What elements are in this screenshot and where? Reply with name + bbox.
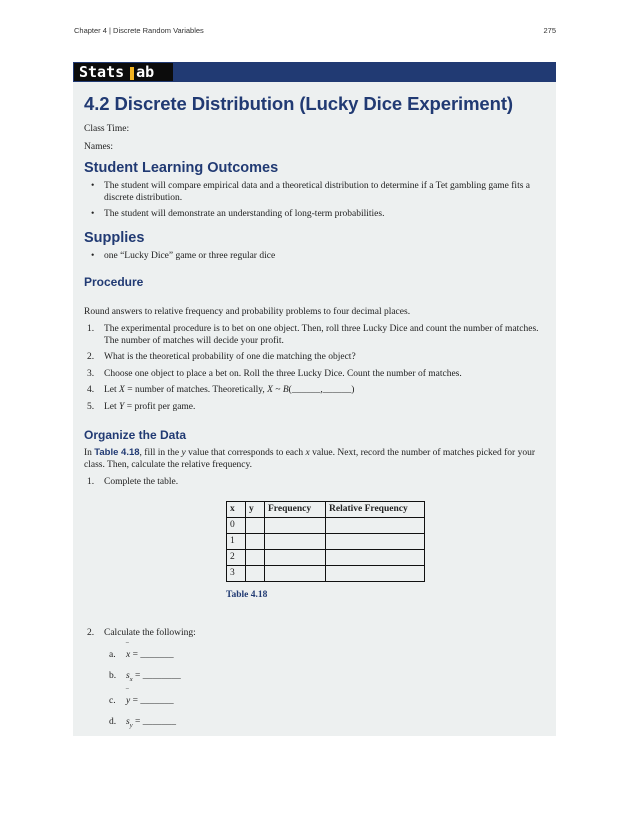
list-item: • The student will compare empirical data and a theoretical distribution to determine if a Tet gambling game fits a discrete distribution.: [104, 181, 547, 204]
step-number: 3.: [87, 368, 95, 379]
list-item: [109, 649, 547, 661]
lab-banner: [73, 62, 556, 82]
list-item: [87, 324, 547, 347]
step-text: ~: [272, 385, 283, 395]
procedure-heading: Procedure: [84, 275, 144, 289]
chapter-title: Chapter 4 | Discrete Random Variables: [74, 26, 204, 35]
variable: X: [267, 385, 273, 395]
item-letter: c.: [109, 695, 116, 706]
running-header: [74, 26, 556, 35]
table-cell: 3: [227, 565, 246, 581]
column-header: x: [227, 501, 246, 517]
variable: Y: [119, 401, 125, 412]
table-cell-empty[interactable]: [265, 549, 326, 565]
page-number: 275: [543, 26, 556, 35]
lab-content: [84, 90, 547, 741]
intro-text: value that corresponds to each: [185, 448, 306, 458]
item-letter: b.: [109, 671, 117, 681]
step-text: What is the theoretical probability of one die matching the object?: [104, 352, 356, 362]
table-cell-empty[interactable]: [265, 565, 326, 581]
step-number: 2.: [87, 352, 95, 362]
table-header-row: [227, 501, 425, 517]
item-letter: a.: [109, 650, 116, 660]
list-item: • one “Lucky Dice” game or three regular dice: [104, 251, 547, 263]
step-number: 2.: [87, 627, 95, 638]
step-text: (______,______): [288, 385, 355, 395]
table-cell-empty[interactable]: [326, 533, 425, 549]
y-bar-symbol: ‾ y: [126, 695, 130, 707]
table-caption: Table 4.18: [226, 589, 268, 600]
table-cell-empty[interactable]: [326, 549, 425, 565]
table-cell-empty[interactable]: [265, 517, 326, 533]
organize-steps-2: [84, 628, 547, 640]
logo-text-stats: Stats: [79, 63, 125, 81]
variable: y: [181, 448, 186, 458]
organize-heading: Organize the Data: [84, 428, 187, 442]
list-item: [87, 627, 547, 640]
lab-title: 4.2 Discrete Distribution (Lucky Dice Experiment): [84, 93, 513, 114]
step-text: Let: [104, 385, 120, 395]
procedure-intro: Round answers to relative frequency and probability problems to four decimal places.: [84, 307, 411, 317]
outcomes-list: [84, 181, 547, 221]
logo-l-bar-icon: [130, 67, 134, 80]
step-text: Choose one object to place a bet on. Roll the three Lucky Dice. Count the number of matches.: [104, 368, 462, 379]
frequency-table: [226, 501, 425, 582]
x-bar-symbol: ‾ x: [126, 649, 130, 661]
subscript: y: [129, 721, 133, 729]
step-number: 4.: [87, 385, 95, 395]
variable: X: [119, 385, 125, 395]
table-cell-empty[interactable]: [246, 517, 265, 533]
step-text: Calculate the following:: [104, 627, 196, 638]
table-cell-empty[interactable]: [246, 565, 265, 581]
table-cell-empty[interactable]: [246, 533, 265, 549]
list-item: [109, 670, 547, 686]
class-time-label: Class Time:: [84, 124, 130, 134]
list-item: [87, 477, 547, 489]
step-number: 5.: [87, 401, 95, 412]
logo-text-ab: ab: [136, 63, 155, 81]
names-label: Names:: [84, 142, 114, 152]
table-row: [227, 517, 425, 533]
intro-text: value. Next, record the number of matches picked for your class. Then, calculate the relative frequency.: [84, 448, 535, 470]
table-cell: 1: [227, 533, 246, 549]
procedure-steps: [84, 324, 547, 413]
answer-blank[interactable]: = _______: [130, 695, 174, 706]
list-item: [109, 695, 547, 707]
column-header: Relative Frequency: [326, 501, 425, 517]
table-cell-empty[interactable]: [326, 517, 425, 533]
organize-steps: [84, 477, 547, 489]
list-item: [87, 368, 547, 381]
table-cell-empty[interactable]: [326, 565, 425, 581]
step-text: The experimental procedure is to bet on one object. Then, roll three Lucky Dice and count the number of matches. The number of matches will decide your profit.: [104, 324, 539, 346]
list-item: • The student will demonstrate an understanding of long-term probabilities.: [104, 209, 547, 221]
column-header: Frequency: [265, 501, 326, 517]
table-row: [227, 565, 425, 581]
column-header: y: [246, 501, 265, 517]
answer-blank[interactable]: = _______: [130, 650, 174, 660]
supplies-list: [84, 251, 547, 263]
variable: x: [305, 448, 310, 458]
step-text: Let: [104, 401, 120, 412]
calc-list: [84, 649, 547, 732]
list-item: [87, 352, 547, 364]
variable: B: [282, 385, 289, 395]
list-item: [87, 401, 547, 414]
intro-text: In: [84, 448, 95, 458]
table-cell: 2: [227, 549, 246, 565]
answer-blank[interactable]: = _______: [132, 716, 176, 727]
stats-lab-box: [73, 62, 556, 736]
answer-blank[interactable]: = ________: [132, 671, 181, 681]
list-item: [87, 385, 547, 397]
stats-lab-logo: [74, 63, 173, 81]
outcomes-heading: Student Learning Outcomes: [84, 160, 279, 176]
s-symbol: s: [126, 671, 130, 681]
organize-intro: [84, 447, 547, 471]
table-cell: 0: [227, 517, 246, 533]
table-link[interactable]: Table 4.18: [94, 447, 140, 458]
subscript: x: [129, 675, 133, 683]
list-item: [109, 716, 547, 732]
step-number: 1.: [87, 477, 95, 487]
step-text: Complete the table.: [104, 477, 179, 487]
table-row: [227, 549, 425, 565]
intro-text: , fill in the: [139, 448, 182, 458]
table-row: [227, 533, 425, 549]
item-letter: d.: [109, 716, 117, 727]
step-number: 1.: [87, 324, 95, 334]
table-cell-empty[interactable]: [265, 533, 326, 549]
table-cell-empty[interactable]: [246, 549, 265, 565]
s-symbol: s: [126, 716, 130, 727]
supplies-heading: Supplies: [84, 229, 145, 246]
step-text: = number of matches. Theoretically,: [124, 385, 268, 395]
step-text: = profit per game.: [124, 401, 196, 412]
